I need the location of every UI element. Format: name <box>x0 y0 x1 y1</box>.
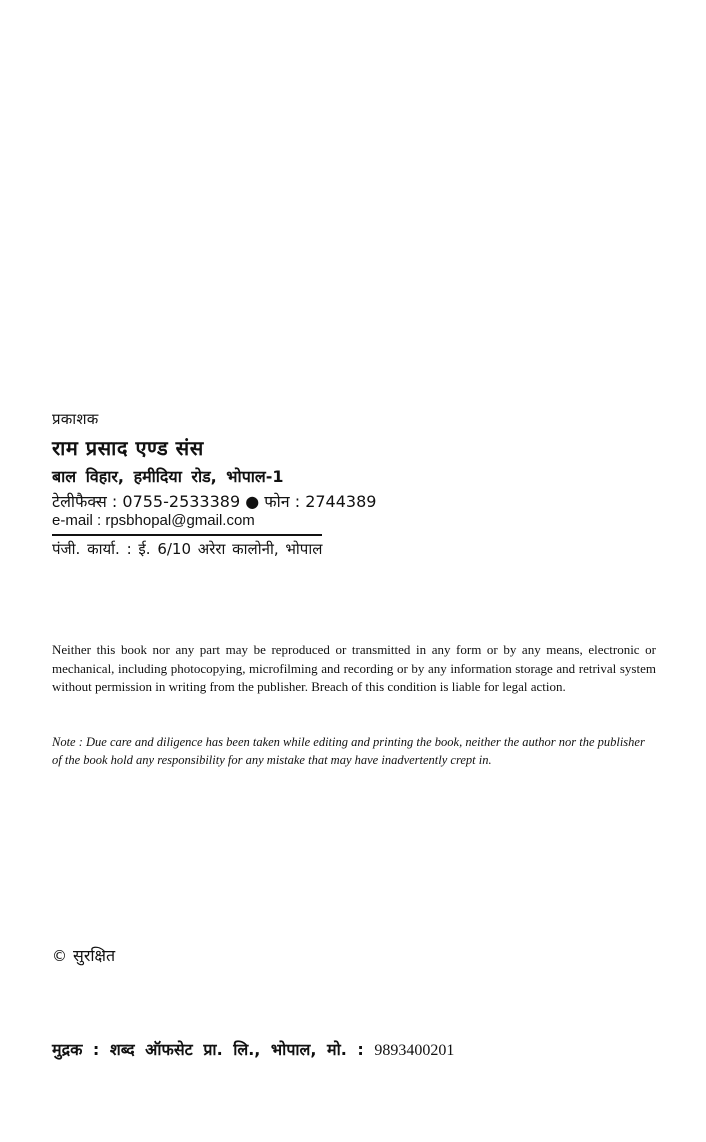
printer-line <box>52 1038 454 1060</box>
publisher-email: e-mail : rpsbhopal@gmail.com <box>52 512 255 529</box>
registered-office: पंजी. कार्या. : ई. 6/10 अरेरा कालोनी, भोपाल <box>52 540 323 558</box>
publisher-label: प्रकाशक <box>52 410 99 428</box>
publisher-phone: टेलीफैक्स : 0755-2533389 ● फोन : 2744389 <box>52 492 377 511</box>
copyright-notice: Neither this book nor any part may be reproduced or transmitted in any form or by any means, electronic or mechanical, including photocopying, microfilming and recording or by any information storage and retrival system without permission in writing from the publisher. Breach of this condition is liable for legal action. <box>52 642 656 694</box>
printer-text: मुद्रक : शब्द ऑफसेट प्रा. लि., भोपाल, मो. : <box>52 1040 364 1059</box>
rights-text: सुरक्षित <box>73 946 116 965</box>
printer-mobile: 9893400201 <box>374 1042 455 1059</box>
publisher-address: बाल विहार, हमीदिया रोड, भोपाल-1 <box>52 467 284 486</box>
disclaimer-note: Note : Due care and diligence has been taken while editing and printing the book, neither the author nor the publisher of the book hold any responsibility for any mistake that may have inadvertently crept in. <box>52 735 645 767</box>
publisher-name: राम प्रसाद एण्ड संस <box>52 436 204 460</box>
divider-rule <box>52 534 322 536</box>
copyright-icon: © <box>52 947 67 965</box>
rights-reserved <box>52 944 115 966</box>
